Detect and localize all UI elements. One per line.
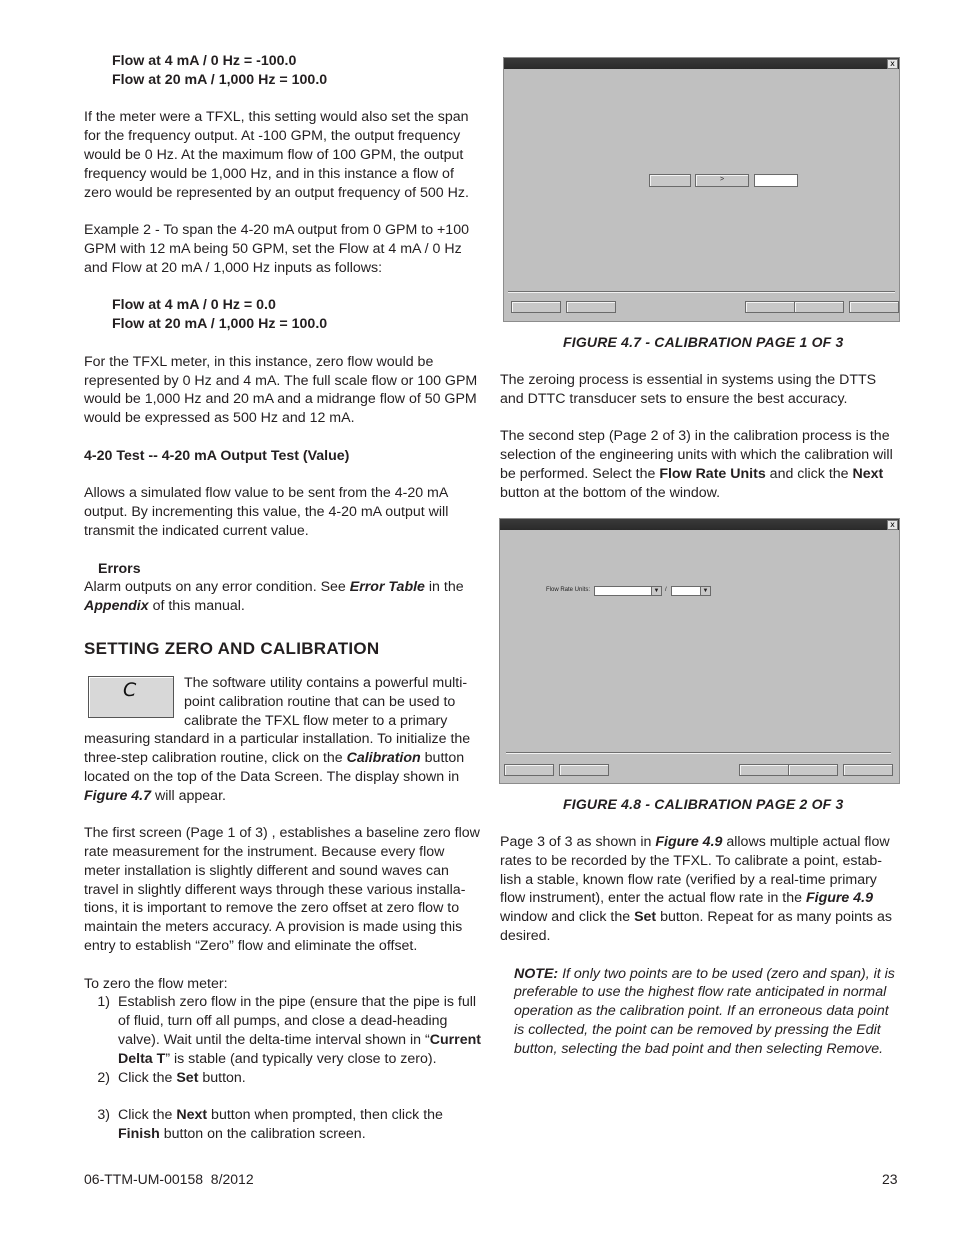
page-number: 23 [882,1171,898,1187]
zero-value-field[interactable] [754,174,798,187]
document-id: 06-TTM-UM-00158 8/2012 [84,1171,254,1187]
note-label: NOTE: [514,965,559,982]
error-table-reference: Error Table [349,579,425,596]
paragraph-second-step: The second step (Page 2 of 3) in the calibration process is the selection of the engineering units with which the calibration will be performed. Select the Flow Rate Units and click the Next button at the bottom of the window. [500,428,893,501]
flow-setting-line: Flow at 4 mA / 0 Hz = 0.0 [112,297,276,314]
paragraph-tfxl-span: If the meter were a TFXL, this setting would also set the span for the frequency output. At -100 GPM, the output frequency would be 0 Hz. At the maximum flow of 100 GPM, the output frequency would be 1,000 Hz, and in this instance a flow of zero would be represented by an output frequency of 500 Hz. [84,109,469,201]
figure-4-7-caption: FIGURE 4.7 - CALIBRATION PAGE 1 OF 3 [563,334,844,350]
dialog-button[interactable] [504,764,554,776]
figure-reference: Figure 4.7 [84,787,152,804]
figure-4-8-caption: FIGURE 4.8 - CALIBRATION PAGE 2 OF 3 [563,796,844,812]
next-button[interactable] [794,301,844,313]
title-bar [500,519,899,530]
section-heading: SETTING ZERO AND CALIBRATION [84,638,380,658]
paragraph-zeroing: The zeroing process is essential in systems using the DTTS and DTTC transducer sets to ensure the best accuracy. [500,372,877,407]
errors-heading: Errors [98,560,141,577]
calibration-page-2-screenshot [499,518,900,784]
note: NOTE: If only two points are to be used (zero and span), it is preferable to use the highest flow rate anticipated in normal operation as the calibration point. If an erroneous data point is collected, the point can be removed by pressing the Edit button, selecting the bad point and then selecting Remove. [514,965,895,1057]
next-button[interactable] [788,764,838,776]
divider [508,291,895,293]
title-bar [504,58,899,69]
paragraph-page-3: Page 3 of 3 as shown in Figure 4.9 allows multiple actual flow rates to be recorded by the TFXL. To calibrate a point, estab-lish a stable, known flow rate (verified by a real-time primary flow instrument), enter the actual flow rate in the Figure 4.9 window and click the Set button. Repeat for as many points as desired. [500,834,892,944]
back-button[interactable] [739,764,789,776]
list-item: 2) Click the Set button. [97,1069,246,1086]
zero-procedure-intro: To zero the flow meter: [84,975,228,992]
flow-rate-units-label: Flow Rate Units: [546,587,591,593]
right-column-upper [500,371,900,503]
paragraph-tfxl-meter: For the TFXL meter, in this instance, zero flow would be represented by 0 Hz and 4 mA. The full scale flow or 100 GPM would be 1,000 Hz and 20 mA and a midrange flow of 50 GPM would be expressed as 500 Hz and 12 mA. [84,353,478,427]
unit-separator: / [665,587,667,593]
dialog-button[interactable] [511,301,561,313]
appendix-reference: Appendix [84,598,149,615]
finish-button[interactable] [843,764,893,776]
right-column-lower [500,833,900,1059]
flow-setting-line: Flow at 4 mA / 0 Hz = -100.0 [112,53,297,69]
close-icon[interactable]: x [887,520,898,530]
paragraph-example-2: Example 2 - To span the 4-20 mA output from 0 GPM to +100 GPM with 12 mA being 50 GPM, set the Flow at 4 mA / 0 Hz and Flow at 20 mA / 1,000 Hz inputs as follows: [84,222,469,276]
dialog-button[interactable] [559,764,609,776]
delta-t-display [649,174,691,187]
chevron-down-icon: ▼ [651,587,661,595]
back-button[interactable] [745,301,795,313]
dialog-button[interactable] [566,301,616,313]
paragraph-test: Allows a simulated flow value to be sent from the 4-20 mA output. By incrementing this value, the 4-20 mA output will transmit the indicated current value. [84,485,449,539]
calibration-button-letter: C [123,678,137,701]
set-button[interactable]: > [695,174,749,187]
close-icon[interactable]: x [887,59,898,69]
paragraph-errors: Alarm outputs on any error condition. See Error Table in the Appendix of this manual. [84,579,464,615]
divider [506,752,891,754]
list-item: 1) Establish zero flow in the pipe (ensure that the pipe is full of fluid, turn off all pumps, and close a dead-heading valve). Wait until the delta-time interval shown in “Current Delta T” is stable (and typically very close to zero). [97,994,481,1067]
left-column [84,52,484,1144]
flow-setting-line: Flow at 20 mA / 1,000 Hz = 100.0 [112,71,328,88]
calibration-button-image [88,676,174,718]
calibration-page-1-screenshot [503,57,900,322]
calibration-intro [84,674,484,806]
flow-setting-line: Flow at 20 mA / 1,000 Hz = 100.0 [112,316,328,333]
test-heading: 4-20 Test -- 4-20 mA Output Test (Value) [84,447,350,464]
time-unit-select[interactable] [671,586,711,596]
paragraph-first-screen: The first screen (Page 1 of 3) , establishes a baseline zero flow rate measurement for the instrument. Because every flow meter installation is slightly different and sound waves can travel in slightly different ways through these various installa-tions, it is important to remove the zero offset at zero flow to maintain the meters accuracy. A provision is made using this entry to establish “Zero” flow and eliminate the offset. [84,825,480,955]
chevron-down-icon: ▼ [700,587,710,595]
volume-unit-select[interactable] [594,586,662,596]
list-item: 3) Click the Next button when prompted, then click the Finish button on the calibration screen. [97,1107,443,1143]
calibration-reference: Calibration [346,750,421,767]
paragraph-calibration: The software utility contains a powerful multi-point calibration routine that can be used to calibrate the TFXL flow meter to a primary measuring standard in a particular installation. To initialize the three-step calibration routine, click on the Calibration button located on the top of the Data Screen. The display shown in Figure 4.7 will appear. [84,674,471,804]
finish-button[interactable] [849,301,899,313]
